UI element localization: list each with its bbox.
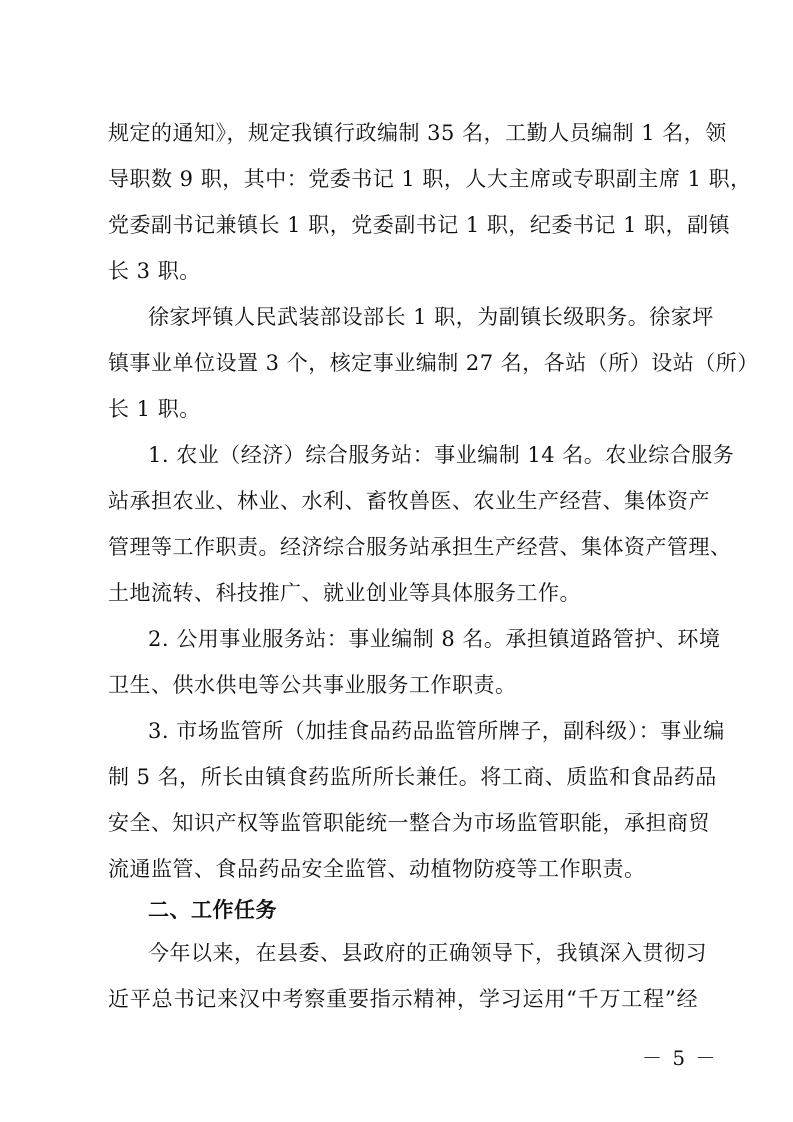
- paragraph-line: 党委副书记兼镇长 1 职，党委副书记 1 职，纪委书记 1 职，副镇: [108, 213, 731, 237]
- paragraph-line: 导职数 9 职，其中：党委书记 1 职，人大主席或专职副主席 1 职，: [108, 167, 752, 191]
- page-number: － 5 －: [642, 1046, 718, 1070]
- paragraph-line: 长 3 职。: [108, 259, 201, 283]
- paragraph-line: 近平总书记来汉中考察重要指示精神，学习运用“千万工程”经: [108, 987, 698, 1011]
- paragraph-line: 流通监管、食品药品安全监管、动植物防疫等工作职责。: [108, 857, 646, 881]
- paragraph-line: 长 1 职。: [108, 397, 201, 421]
- paragraph-line: 站承担农业、林业、水利、畜牧兽医、农业生产经营、集体资产: [108, 489, 710, 513]
- paragraph-line: 管理等工作职责。经济综合服务站承担生产经营、集体资产管理、: [108, 535, 732, 559]
- section-heading: 二、工作任务: [148, 898, 277, 922]
- paragraph-line: 2. 公用事业服务站：事业编制 8 名。承担镇道路管护、环境: [148, 627, 721, 651]
- paragraph-line: 土地流转、科技推广、就业创业等具体服务工作。: [108, 581, 581, 605]
- paragraph-line: 镇事业单位设置 3 个，核定事业编制 27 名，各站（所）设站（所）: [108, 351, 759, 375]
- paragraph-line: 1. 农业（经济）综合服务站：事业编制 14 名。农业综合服务: [148, 443, 735, 467]
- paragraph-line: 卫生、供水供电等公共事业服务工作职责。: [108, 673, 517, 697]
- paragraph-line: 今年以来，在县委、县政府的正确领导下，我镇深入贯彻习: [148, 941, 707, 965]
- paragraph-line: 规定的通知》，规定我镇行政编制 35 名，工勤人员编制 1 名，领: [108, 121, 727, 145]
- paragraph-line: 3. 市场监管所（加挂食品药品监管所牌子，副科级）：事业编: [148, 719, 725, 743]
- paragraph-line: 安全、知识产权等监管职能统一整合为市场监管职能，承担商贸: [108, 811, 710, 835]
- paragraph-line: 制 5 名，所长由镇食药监所所长兼任。将工商、质监和食品药品: [108, 765, 717, 789]
- paragraph-line: 徐家坪镇人民武装部设部长 1 职，为副镇长级职务。徐家坪: [148, 305, 714, 329]
